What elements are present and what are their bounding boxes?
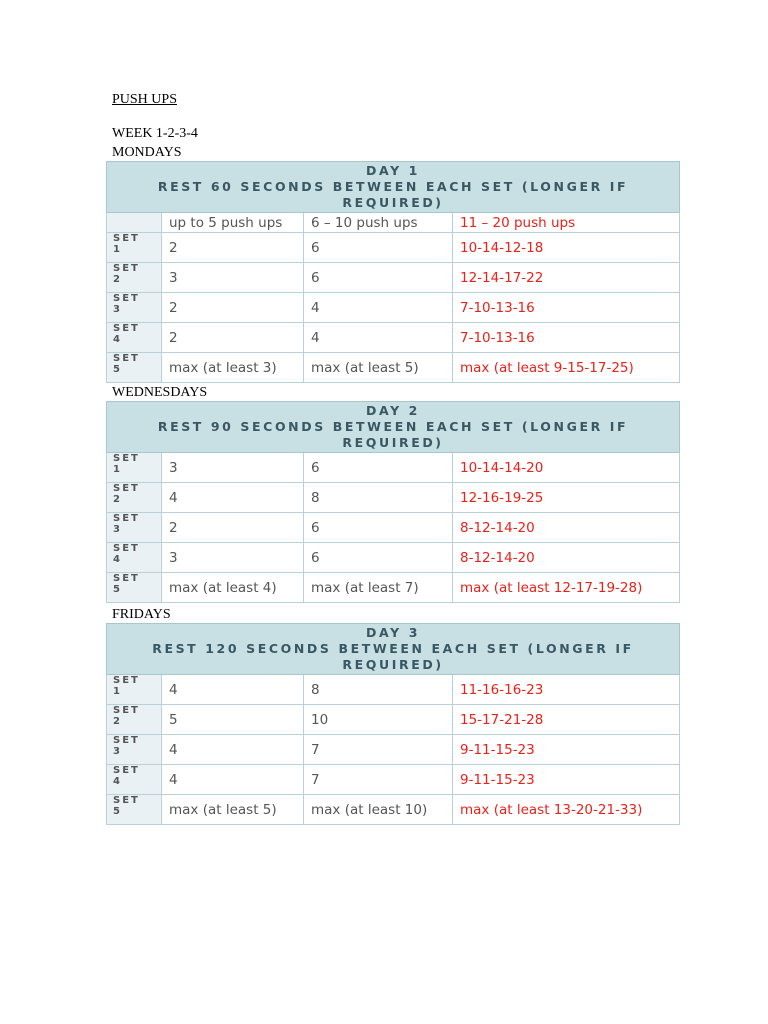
cell-advanced: 12-16-19-25 xyxy=(453,483,680,513)
table-header-row xyxy=(107,402,680,453)
cell-advanced: 10-14-14-20 xyxy=(453,453,680,483)
table-header xyxy=(107,624,680,675)
cell-intermediate: max (at least 5) xyxy=(304,353,453,383)
set-label: SET 1 xyxy=(107,233,162,263)
cell-intermediate: 7 xyxy=(304,765,453,795)
day-label-mondays: MONDAYS xyxy=(112,145,182,160)
cell-beginner: 2 xyxy=(162,233,304,263)
level-advanced: 11 – 20 push ups xyxy=(453,213,680,233)
table-header-row xyxy=(107,624,680,675)
table-row xyxy=(107,353,680,383)
cell-advanced: 7-10-13-16 xyxy=(453,323,680,353)
cell-intermediate: 6 xyxy=(304,233,453,263)
set-label: SET 2 xyxy=(107,705,162,735)
cell-advanced: max (at least 12-17-19-28) xyxy=(453,573,680,603)
cell-beginner: 4 xyxy=(162,765,304,795)
cell-intermediate: 8 xyxy=(304,483,453,513)
set-label: SET 4 xyxy=(107,323,162,353)
cell-intermediate: 8 xyxy=(304,675,453,705)
levels-corner-cell xyxy=(107,213,162,233)
cell-beginner: 2 xyxy=(162,513,304,543)
week-label: WEEK 1-2-3-4 xyxy=(112,126,198,141)
cell-intermediate: 10 xyxy=(304,705,453,735)
cell-intermediate: 6 xyxy=(304,453,453,483)
header-day: DAY 3 xyxy=(366,625,420,640)
cell-advanced: 9-11-15-23 xyxy=(453,765,680,795)
table-row xyxy=(107,765,680,795)
cell-intermediate: 6 xyxy=(304,543,453,573)
set-label: SET 5 xyxy=(107,795,162,825)
cell-beginner: max (at least 4) xyxy=(162,573,304,603)
table-row xyxy=(107,675,680,705)
table-row xyxy=(107,513,680,543)
set-label: SET 3 xyxy=(107,293,162,323)
table-row xyxy=(107,705,680,735)
cell-intermediate: max (at least 7) xyxy=(304,573,453,603)
cell-intermediate: 7 xyxy=(304,735,453,765)
header-rest: REST 60 SECONDS BETWEEN EACH SET (LONGER IF REQUIRED) xyxy=(157,179,629,210)
set-label: SET 5 xyxy=(107,353,162,383)
levels-row xyxy=(107,213,680,233)
cell-beginner: 5 xyxy=(162,705,304,735)
table-row xyxy=(107,233,680,263)
cell-advanced: 12-14-17-22 xyxy=(453,263,680,293)
cell-beginner: 3 xyxy=(162,543,304,573)
cell-beginner: max (at least 5) xyxy=(162,795,304,825)
level-intermediate: 6 – 10 push ups xyxy=(304,213,453,233)
header-day: DAY 1 xyxy=(366,163,420,178)
cell-advanced: 10-14-12-18 xyxy=(453,233,680,263)
cell-beginner: 4 xyxy=(162,735,304,765)
set-label: SET 3 xyxy=(107,735,162,765)
cell-intermediate: max (at least 10) xyxy=(304,795,453,825)
cell-advanced: 9-11-15-23 xyxy=(453,735,680,765)
cell-beginner: 4 xyxy=(162,483,304,513)
cell-advanced: 15-17-21-28 xyxy=(453,705,680,735)
header-day: DAY 2 xyxy=(366,403,420,418)
table-row xyxy=(107,735,680,765)
cell-advanced: 8-12-14-20 xyxy=(453,513,680,543)
day-label-wednesdays: WEDNESDAYS xyxy=(112,385,208,400)
set-label: SET 4 xyxy=(107,765,162,795)
level-beginner: up to 5 push ups xyxy=(162,213,304,233)
document-title: PUSH UPS xyxy=(112,92,177,107)
cell-advanced: 7-10-13-16 xyxy=(453,293,680,323)
table-row xyxy=(107,543,680,573)
workout-table-day3 xyxy=(106,623,680,825)
workout-table-day2 xyxy=(106,401,680,603)
cell-intermediate: 6 xyxy=(304,263,453,293)
table-header xyxy=(107,162,680,213)
set-label: SET 2 xyxy=(107,483,162,513)
header-rest: REST 90 SECONDS BETWEEN EACH SET (LONGER IF REQUIRED) xyxy=(157,419,629,450)
set-label: SET 1 xyxy=(107,453,162,483)
table-row xyxy=(107,323,680,353)
table-row xyxy=(107,795,680,825)
table-row xyxy=(107,263,680,293)
set-label: SET 1 xyxy=(107,675,162,705)
cell-beginner: 2 xyxy=(162,293,304,323)
cell-advanced: 11-16-16-23 xyxy=(453,675,680,705)
cell-beginner: 3 xyxy=(162,263,304,293)
workout-table-day1 xyxy=(106,161,680,383)
cell-intermediate: 6 xyxy=(304,513,453,543)
cell-advanced: max (at least 9-15-17-25) xyxy=(453,353,680,383)
cell-advanced: 8-12-14-20 xyxy=(453,543,680,573)
cell-beginner: max (at least 3) xyxy=(162,353,304,383)
table-row xyxy=(107,573,680,603)
table-row xyxy=(107,293,680,323)
set-label: SET 2 xyxy=(107,263,162,293)
cell-intermediate: 4 xyxy=(304,323,453,353)
cell-beginner: 4 xyxy=(162,675,304,705)
table-row xyxy=(107,483,680,513)
cell-advanced: max (at least 13-20-21-33) xyxy=(453,795,680,825)
table-row xyxy=(107,453,680,483)
table-header xyxy=(107,402,680,453)
set-label: SET 4 xyxy=(107,543,162,573)
cell-beginner: 3 xyxy=(162,453,304,483)
cell-intermediate: 4 xyxy=(304,293,453,323)
cell-beginner: 2 xyxy=(162,323,304,353)
set-label: SET 3 xyxy=(107,513,162,543)
set-label: SET 5 xyxy=(107,573,162,603)
table-header-row xyxy=(107,162,680,213)
day-label-fridays: FRIDAYS xyxy=(112,607,171,622)
header-rest: REST 120 SECONDS BETWEEN EACH SET (LONGER IF REQUIRED) xyxy=(152,641,634,672)
